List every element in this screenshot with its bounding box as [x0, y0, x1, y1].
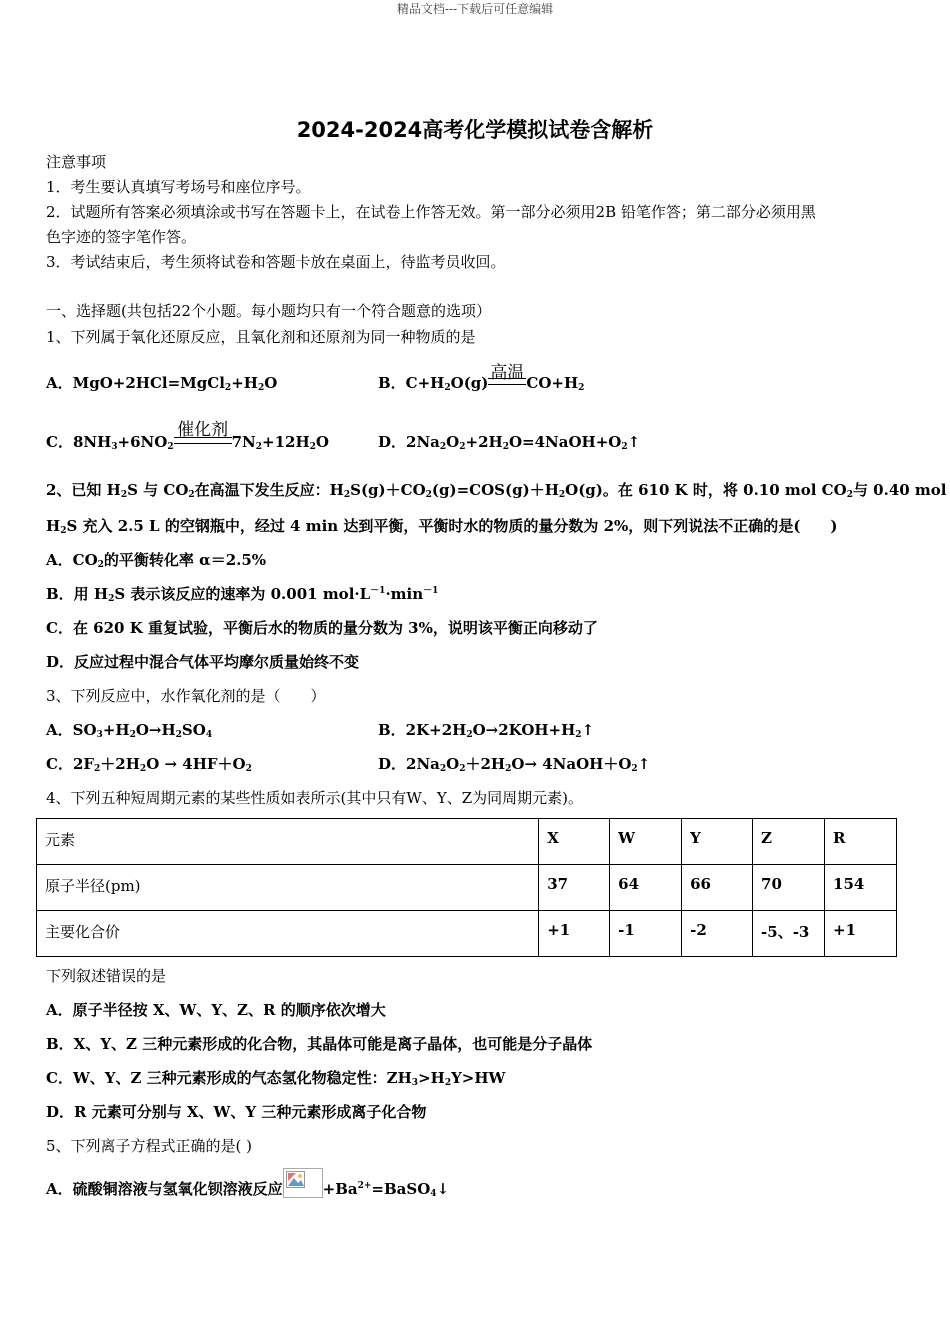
table-cell: 64: [610, 865, 682, 911]
table-cell: Z: [753, 819, 825, 865]
q2-option-a: A．$CO_2$的平衡转化率 α＝2.5%: [46, 551, 267, 570]
table-cell: W: [610, 819, 682, 865]
table-cell: Y: [682, 819, 753, 865]
q4-option-a: A．原子半径按 X、W、Y、Z、R 的顺序依次增大: [46, 1001, 386, 1019]
table-header-row: [37, 819, 897, 865]
table-cell: R: [825, 819, 897, 865]
q3-stem: 3、下列反应中，水作氧化剂的是（ ）: [46, 687, 326, 705]
q4-stem: 4、下列五种短周期元素的某些性质如表所示(其中只有W、Y、Z为同周期元素)。: [46, 789, 583, 807]
q4-option-d: D．R 元素可分别与 X、W、Y 三种元素形成离子化合物: [46, 1103, 427, 1121]
table-cell: 154: [825, 865, 897, 911]
broken-image-icon: [283, 1168, 323, 1198]
table-cell: +1: [825, 911, 897, 957]
q2-option-b: B．用 $H_2S$ 表示该反应的速率为 0.001 $mol\cdot L^{-1}\cdot\min^{-1}$: [46, 585, 439, 604]
q4-option-b: B．X、Y、Z 三种元素形成的化合物，其晶体可能是离子晶体，也可能是分子晶体: [46, 1035, 593, 1053]
table-cell: 主要化合价: [37, 911, 539, 957]
element-properties-table: [36, 818, 897, 957]
table-row: [37, 865, 897, 911]
page-title: 2024-2024高考化学模拟试卷含解析: [296, 118, 654, 142]
q3-option-a: A．$SO_3+H_2O\to H_2SO_4$: [46, 721, 213, 740]
table-cell: 37: [539, 865, 610, 911]
q1-stem: 1、下列属于氧化还原反应，且氧化剂和还原剂为同一种物质的是: [46, 328, 476, 346]
reaction-condition-label: 催化剂: [177, 420, 229, 440]
q5-stem: 5、下列离子方程式正确的是( ): [46, 1137, 253, 1155]
q2-stem-line1: 2、已知 $H_2S$ 与 $CO_2$在高温下发生反应：$H_2S(g)+CO_2(g)=COS(g)+H_2O(g)$。在 610 K 时，将 0.10 mol $CO_2$与 0.40 mol: [46, 481, 947, 500]
table-cell: 原子半径(pm): [37, 865, 539, 911]
q4-option-c: C．W、Y、Z 三种元素形成的气态氢化物稳定性：$ZH_3>H_2Y>HW$: [46, 1069, 506, 1088]
notice-item: 1．考生要认真填写考场号和座位序号。: [46, 178, 311, 196]
q3-option-c: C．$2F_2+2H_2O \to 4HF+O_2$: [46, 755, 252, 774]
table-row: [37, 911, 897, 957]
table-cell: -2: [682, 911, 753, 957]
q2-option-c: C．在 620 K 重复试验，平衡后水的物质的量分数为 3%，说明该平衡正向移动了: [46, 619, 598, 637]
q5-option-a: A．硫酸铜溶液与氢氧化钡溶液反应 $+Ba^{2+}=BaSO_4↓$: [46, 1168, 449, 1199]
table-cell: X: [539, 819, 610, 865]
q1-option-a: A．$MgO+2HCl=MgCl_2+H_2O$: [46, 374, 278, 393]
notice-heading: 注意事项: [46, 153, 107, 171]
notice-item: 色字迹的签字笔作答。: [46, 228, 197, 246]
table-cell: -1: [610, 911, 682, 957]
table-cell: 70: [753, 865, 825, 911]
q1-option-b: B．$C+H_2O(g)$ 高温 $CO+H_2$: [378, 372, 584, 393]
page-header: 精品文档---下载后可任意编辑: [396, 2, 554, 16]
q2-option-d: D．反应过程中混合气体平均摩尔质量始终不变: [46, 653, 360, 671]
q1-option-c: C．$8NH_3+6NO_2$ 催化剂 $7N_2+12H_2O$: [46, 431, 329, 452]
table-cell: 元素: [37, 819, 539, 865]
notice-item: 2．试题所有答案必须填涂或书写在答题卡上，在试卷上作答无效。第一部分必须用2B 铅笔作答；第二部分必须用黑: [46, 203, 816, 221]
q3-option-b: B．$2K+2H_2O\to 2KOH+H_2↑$: [378, 721, 595, 740]
q4-sub-stem: 下列叙述错误的是: [46, 967, 167, 985]
reaction-condition-label: 高温: [490, 363, 525, 383]
q1-option-d: D．$2Na_2O_2+2H_2O=4NaOH+O_2↑$: [378, 433, 641, 452]
table-cell: -5、-3: [753, 911, 825, 957]
table-cell: 66: [682, 865, 753, 911]
table-cell: +1: [539, 911, 610, 957]
q3-option-d: D．$2Na_2O_2+2H_2O\to$ $4NaOH+O_2↑$: [378, 755, 651, 774]
section-heading: 一、选择题(共包括22个小题。每小题均只有一个符合题意的选项）: [46, 302, 491, 320]
q2-stem-line2: $H_2S$ 充入 2.5 L 的空钢瓶中，经过 4 min 达到平衡，平衡时水的物质的量分数为 2%，则下列说法不正确的是( ): [46, 517, 838, 536]
q5-option-a-text: A．硫酸铜溶液与氢氧化钡溶液反应: [46, 1180, 283, 1198]
notice-item: 3．考试结束后，考生须将试卷和答题卡放在桌面上，待监考员收回。: [46, 253, 506, 271]
